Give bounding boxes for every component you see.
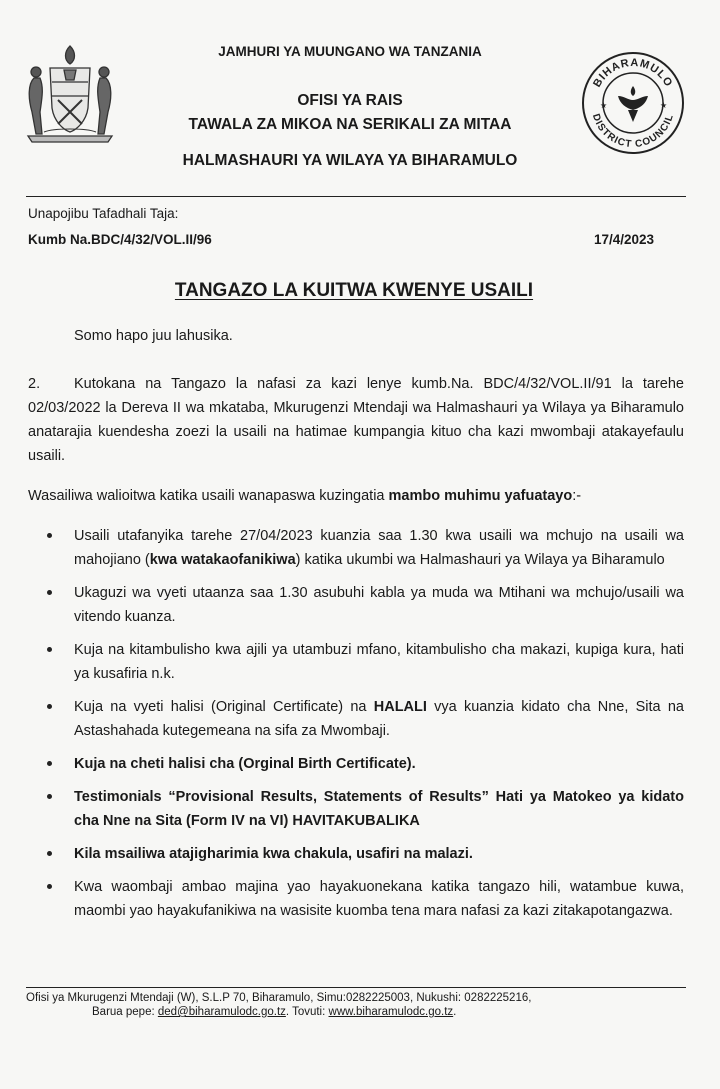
council-heading: HALMASHAURI YA WILAYA YA BIHARAMULO [182,152,518,169]
bullet-icon [47,794,52,799]
bullet-text: ) katika ukumbi wa Halmashauri ya Wilaya ya Biharamulo [295,552,665,568]
bullet-emphasis: HALALI [373,699,427,715]
bullet-icon [47,590,52,595]
bullet-icon [47,704,52,709]
list-item [28,695,684,743]
paragraph-2 [28,372,684,468]
bullet-text: Kila msailiwa atajigharimia kwa chakula, usafiri na malazi. [74,846,473,862]
ministry-heading: TAWALA ZA MIKOA NA SERIKALI ZA MITAA [188,116,512,133]
district-council-seal [578,48,688,158]
bullet-text: Usaili utafanyika tarehe 27/04/2023 kuanzia saa 1.30 kwa usaili wa mchujo na usaili wa mahojiano ( [74,528,684,568]
bullet-text: Kuja na kitambulisho kwa ajili ya utambuzi mfano, kitambulisho cha makazi, kupiga kura, hati ya kusafiria n.k. [74,642,684,682]
bullet-text: Ukaguzi wa vyeti utaanza saa 1.30 asubuhi kabla ya muda wa Mtihani wa mchujo/usaili wa vitendo kuanza. [74,585,684,625]
bullet-icon [47,533,52,538]
list-item [28,875,684,923]
header-divider [26,196,686,197]
footer-address: Ofisi ya Mkurugenzi Mtendaji (W), S.L.P 70, Biharamulo, Simu:0282225003, Nukushi: 0282225216, [26,992,532,1004]
list-item [28,524,684,572]
bullet-icon [47,851,52,856]
bullet-text: Testimonials “Provisional Results, Statements of Results” Hati ya Matokeo ya kidato cha Nne na Sita (Form IV na VI) HAVITAKUBALIKA [74,789,684,829]
bullet-text: vya kuanzia kidato cha Nne, Sita na Astashahada kutegemeana na sifa za Mwombaji. [74,699,684,739]
bullet-icon [47,884,52,889]
notice-title: TANGAZO LA KUITWA KWENYE USAILI [174,280,534,301]
bullet-emphasis: kwa watakaofanikiwa [149,552,296,568]
country-heading: JAMHURI YA MUUNGANO WA TANZANIA [218,44,482,59]
list-item [28,638,684,686]
bullet-icon [47,647,52,652]
footer-contacts [92,1006,456,1018]
footer-end: . [453,1006,457,1018]
email-label: Barua pepe: [92,1006,158,1018]
paragraph-number: 2. [28,376,41,392]
reply-reference-note: Unapojibu Tafadhali Taja: [28,206,179,221]
seal-text-top: BIHARAMULO [591,56,675,90]
subject-line: Somo hapo juu lahusika. [74,328,233,344]
instructions-lead [28,488,581,504]
bullet-text: Kuja na vyeti halisi (Original Certificate) na [74,699,374,715]
email-link[interactable]: ded@biharamulodc.go.tz [157,1006,286,1018]
lead-suffix: :- [572,488,582,504]
bullet-icon [47,761,52,766]
list-item [28,785,684,833]
coat-of-arms-icon [14,38,126,148]
bullet-text: Kuja na cheti halisi cha (Orginal Birth Certificate). [74,756,416,772]
office-heading: OFISI YA RAIS [297,92,403,109]
lead-prefix: Wasailiwa walioitwa katika usaili wanapaswa kuzingatia [28,488,389,504]
footer-divider [26,987,686,988]
instructions-list [28,524,684,932]
letter-date: 17/4/2023 [593,232,654,247]
website-label: . Tovuti: [285,1006,329,1018]
lead-emphasis: mambo muhimu yafuatayo [388,488,573,504]
list-item [28,842,684,866]
website-link[interactable]: www.biharamulodc.go.tz [328,1006,454,1018]
svg-text:★: ★ [600,101,608,110]
list-item [28,752,684,776]
seal-text-bottom: DISTRICT COUNCIL [589,112,677,151]
eagle-icon [618,86,648,122]
reference-number: Kumb Na.BDC/4/32/VOL.II/96 [28,232,212,247]
bullet-text: Kwa waombaji ambao majina yao hayakuonekana katika tangazo hili, watambue kuwa, maombi yao hayakufanikiwa na wasisite kuomba tena mara nafasi za kazi zitakapotangazwa. [74,879,684,919]
paragraph-text: Kutokana na Tangazo la nafasi za kazi lenye kumb.Na. BDC/4/32/VOL.II/91 la tarehe 02/03/2022 la Dereva II wa mkataba, Mkurugenzi Mtendaji wa Halmashauri ya Wilaya ya Biharamulo anatarajia kuendesha zoezi la usaili na hatimae kumpangia kituo cha kazi mwombaji atakayefaulu usaili. [28,376,684,464]
list-item [28,581,684,629]
svg-text:★: ★ [660,101,668,110]
